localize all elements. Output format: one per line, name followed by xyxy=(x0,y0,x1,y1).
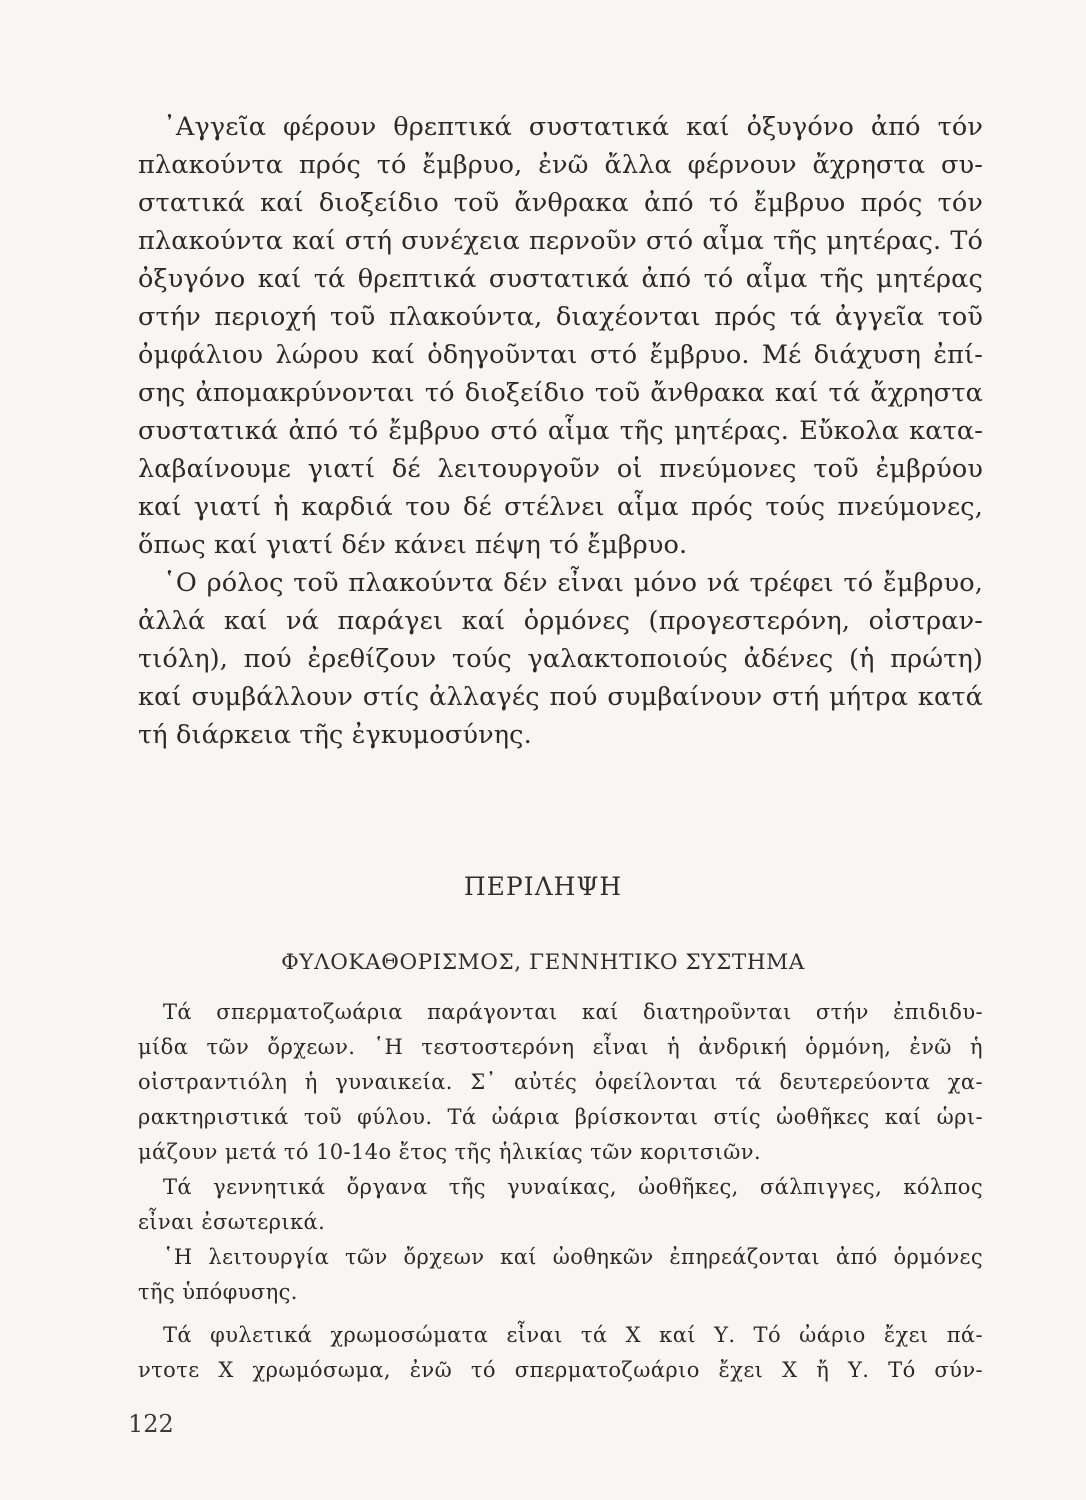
text-line: ὀξυγόνο καί τά θρεπτικά συστατικά ἀπό τό αἷμα τῆς μητέρας xyxy=(138,264,983,294)
page-number: 122 xyxy=(128,1410,174,1438)
text-line: πλακούντα καί στή συνέχεια περνοῦν στό αἷμα τῆς μητέρας. Τό xyxy=(138,226,983,256)
text-line: μάζουν μετά τό 10-14ο ἔτος τῆς ἡλικίας τῶν κοριτσιῶν. xyxy=(138,1140,762,1164)
summary-title: ΠΕΡΙΛΗΨΗ xyxy=(463,872,623,901)
text-line: καί γιατί ἡ καρδιά του δέ στέλνει αἷμα πρός τούς πνεύμονες, xyxy=(138,492,983,522)
text-line: στατικά καί διοξείδιο τοῦ ἄνθρακα ἀπό τό ἔμβρυο πρός τόν xyxy=(138,188,983,218)
text-line: τῆς ὑπόφυσης. xyxy=(138,1280,298,1304)
text-line: Τά γεννητικά ὄργανα τῆς γυναίκας, ὠοθῆκες, σάλπιγγες, κόλπος xyxy=(163,1175,983,1199)
text-line: μίδα τῶν ὄρχεων. ῾Η τεστοστερόνη εἶναι ἡ ἀνδρική ὁρμόνη, ἐνῶ ἡ xyxy=(138,1035,983,1059)
text-line: οἰστραντιόλη ἡ γυναικεία. Σ᾿ αὐτές ὀφείλονται τά δευτερεύοντα χα- xyxy=(138,1070,983,1094)
text-line: ντοτε Χ χρωμόσωμα, ἐνῶ τό σπερματοζωάριο ἔχει Χ ἤ Υ. Τό σύν- xyxy=(138,1358,983,1382)
text-line: στήν περιοχή τοῦ πλακούντα, διαχέονται πρός τά ἀγγεῖα τοῦ xyxy=(138,302,983,332)
text-line: ὅπως καί γιατί δέν κάνει πέψη τό ἔμβρυο. xyxy=(138,530,688,560)
text-line: ρακτηριστικά τοῦ φύλου. Τά ὠάρια βρίσκονται στίς ὠοθῆκες καί ὡρι- xyxy=(138,1105,983,1129)
text-line: ᾿Αγγεῖα φέρουν θρεπτικά συστατικά καί ὀξυγόνο ἀπό τόν xyxy=(163,112,983,142)
text-line: σης ἀπομακρύνονται τό διοξείδιο τοῦ ἄνθρακα καί τά ἄχρηστα xyxy=(138,378,983,408)
text-line: ῾Η λειτουργία τῶν ὄρχεων καί ὠοθηκῶν ἐπηρεάζονται ἀπό ὁρμόνες xyxy=(163,1245,983,1269)
text-line: τή διάρκεια τῆς ἐγκυμοσύνης. xyxy=(138,720,532,750)
text-line: ὀμφάλιου λώρου καί ὁδηγοῦνται στό ἔμβρυο. Μέ διάχυση ἐπί- xyxy=(138,340,983,370)
text-line: συστατικά ἀπό τό ἔμβρυο στό αἷμα τῆς μητέρας. Εὔκολα κατα- xyxy=(138,416,983,446)
summary-subtitle: ΦΥΛΟΚΑΘΟΡΙΣΜΟΣ, ΓΕΝΝΗΤΙΚΟ ΣΥΣΤΗΜΑ xyxy=(281,950,805,975)
text-line: τιόλη), πού ἐρεθίζουν τούς γαλακτοποιούς ἀδένες (ἡ πρώτη) xyxy=(138,644,983,674)
text-line: εἶναι ἐσωτερικά. xyxy=(138,1210,326,1234)
text-line: ἀλλά καί νά παράγει καί ὁρμόνες (προγεστερόνη, οἰστραν- xyxy=(138,606,983,636)
text-line: Τά φυλετικά χρωμοσώματα εἶναι τά Χ καί Υ. Τό ὠάριο ἔχει πά- xyxy=(163,1323,983,1347)
text-line: λαβαίνουμε γιατί δέ λειτουργοῦν οἱ πνεύμονες τοῦ ἐμβρύου xyxy=(138,454,983,484)
text-line: πλακούντα πρός τό ἔμβρυο, ἐνῶ ἄλλα φέρνουν ἄχρηστα συ- xyxy=(138,150,983,180)
text-line: καί συμβάλλουν στίς ἀλλαγές πού συμβαίνουν στή μήτρα κατά xyxy=(138,682,983,712)
text-line: ῾Ο ρόλος τοῦ πλακούντα δέν εἶναι μόνο νά τρέφει τό ἔμβρυο, xyxy=(163,568,983,598)
text-line: Τά σπερματοζωάρια παράγονται καί διατηροῦνται στήν ἐπιδιδυ- xyxy=(163,1000,983,1024)
